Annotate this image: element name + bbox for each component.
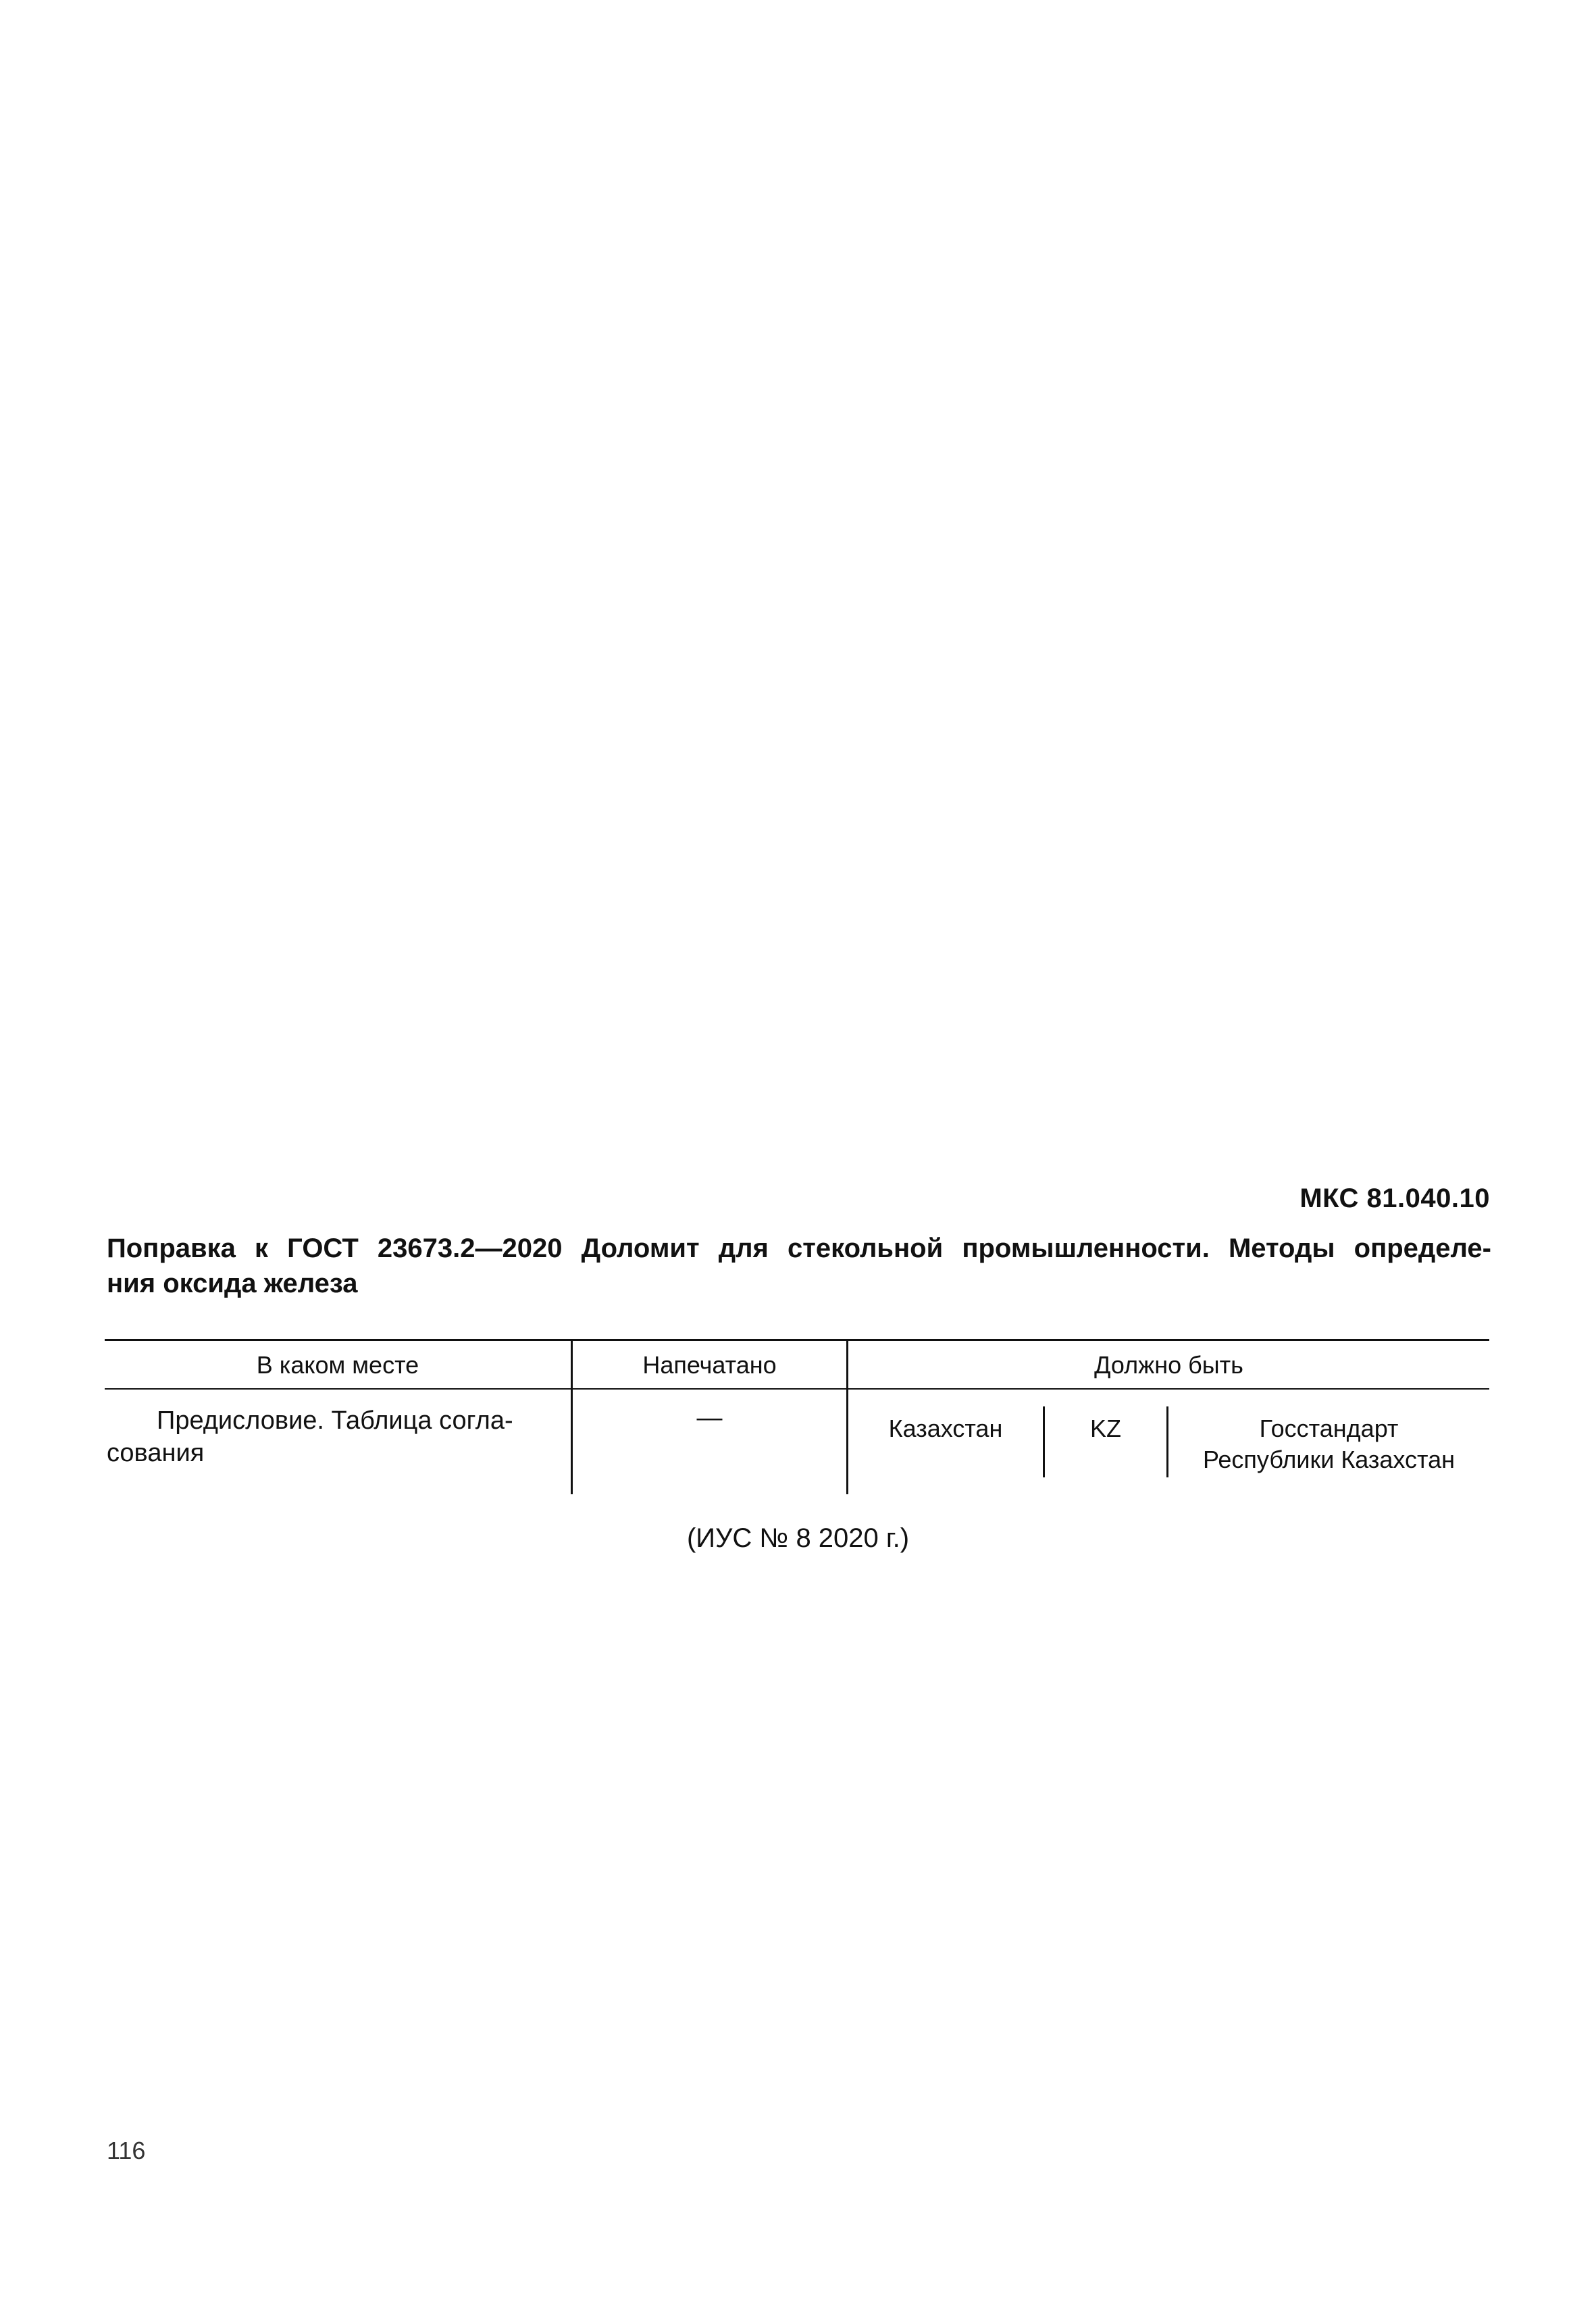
cell-country-code: KZ [1089, 1415, 1121, 1442]
classification-code: МКС 81.040.10 [1299, 1184, 1490, 1213]
correction-table [105, 1339, 1489, 1494]
table-header-border [105, 1388, 1489, 1390]
location-line-1: Предисловие. Таблица согла- [157, 1406, 513, 1435]
column-header-location: В каком месте [256, 1351, 419, 1379]
cell-printed: — [696, 1404, 723, 1432]
title-line-2: ния оксида железа [107, 1269, 358, 1298]
cell-standards-body [1168, 1413, 1489, 1475]
cell-location [107, 1404, 559, 1469]
standards-body-line-1: Госстандарт [1259, 1415, 1399, 1442]
document-title [107, 1231, 1491, 1301]
cell-country: Казахстан [888, 1415, 1003, 1442]
location-line-2: сования [107, 1439, 205, 1467]
column-header-should-be: Должно быть [1094, 1351, 1243, 1379]
column-header-printed: Напечатано [642, 1351, 777, 1379]
table-top-border [105, 1339, 1489, 1341]
page-number: 116 [107, 2137, 146, 2164]
source-note: (ИУС № 8 2020 г.) [686, 1523, 910, 1553]
standards-body-line-2: Республики Казахстан [1202, 1446, 1456, 1473]
title-line-1: Поправка к ГОСТ 23673.2—2020 Доломит для стекольной промышленности. Методы определе- [107, 1234, 1491, 1263]
